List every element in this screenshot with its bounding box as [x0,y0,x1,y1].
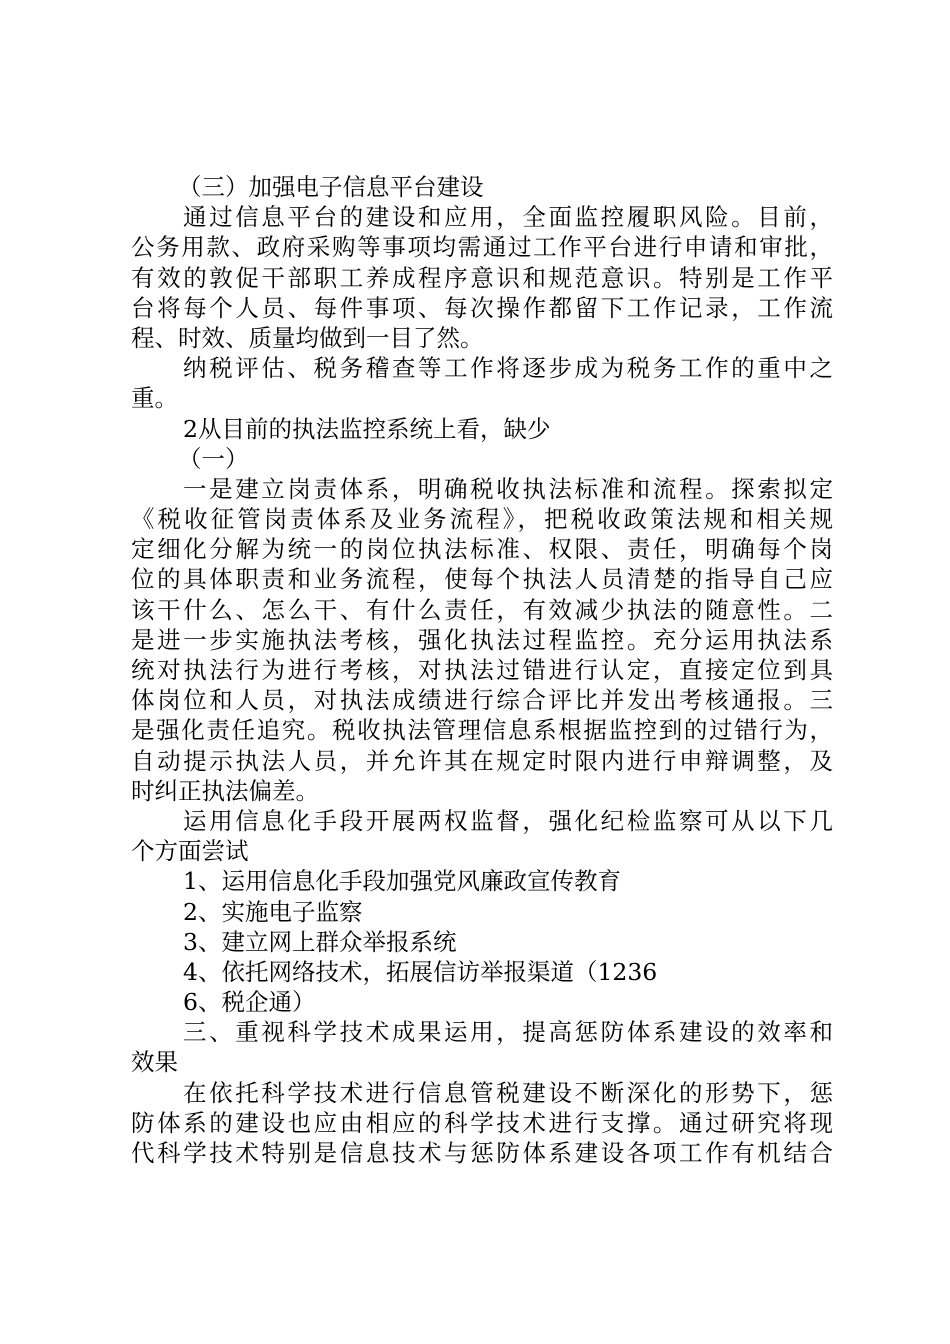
paragraph-line: 重。 [131,384,178,413]
paragraph-line: 纳税评估、税务稽查等工作将逐步成为税务工作的重中之 [183,354,833,383]
paragraph-line: 位的具体职责和业务流程，使每个执法人员清楚的指导自己应 [131,565,833,594]
paragraph-line: 《税收征管岗责体系及业务流程》，把税收政策法规和相关规 [131,505,833,534]
paragraph-line: 一是建立岗责体系，明确税收执法标准和流程。探索拟定 [183,474,833,503]
paragraph-line: 该干什么、怎么干、有什么责任，有效减少执法的随意性。二 [131,595,833,624]
paragraph-line: 2从目前的执法监控系统上看，缺少 [183,414,551,443]
paragraph-line: 是强化责任追究。税收执法管理信息系根据监控到的过错行为， [131,716,833,745]
paragraph-line: 个方面尝试 [131,837,249,866]
paragraph-line: 体岗位和人员，对执法成绩进行综合评比并发出考核通报。三 [131,686,833,715]
paragraph-line: 防体系的建设也应由相应的科学技术进行支撑。通过研究将现 [131,1108,833,1137]
list-item: 6、税企通） [183,988,316,1017]
section-heading: （三）加强电子信息平台建设 [178,173,484,201]
paragraph-line: 代科学技术特别是信息技术与惩防体系建设各项工作有机结合 [131,1139,833,1167]
list-item: 3、建立网上群众举报系统 [183,927,457,956]
list-item: 2、实施电子监察 [183,897,363,926]
paragraph-line: 自动提示执法人员，并允许其在规定时限内进行申辩调整，及 [131,746,833,775]
paragraph-line: 运用信息化手段开展两权监督，强化纪检监察可从以下几 [183,806,833,835]
section-heading: 三、重视科学技术成果运用，提高惩防体系建设的效率和 [183,1018,833,1047]
document-body [131,172,833,1168]
paragraph-line: 程、时效、质量均做到一目了然。 [131,323,484,352]
paragraph-line: 是进一步实施执法考核，强化执法过程监控。充分运用执法系 [131,625,833,654]
paragraph-line: 通过信息平台的建设和应用，全面监控履职风险。目前， [183,203,833,232]
section-heading: 效果 [131,1048,178,1077]
paragraph-line: 公务用款、政府采购等事项均需通过工作平台进行申请和审批， [131,233,833,262]
paragraph-line: 台将每个人员、每件事项、每次操作都留下工作记录，工作流 [131,293,833,322]
paragraph-line: 在依托科学技术进行信息管税建设不断深化的形势下，惩 [183,1078,833,1107]
paragraph-line: 有效的敦促干部职工养成程序意识和规范意识。特别是工作平 [131,263,833,292]
list-item: 1、运用信息化手段加强党风廉政宣传教育 [183,867,621,896]
list-item: 4、依托网络技术，拓展信访举报渠道（1236 [183,957,658,986]
paragraph-line: 定细化分解为统一的岗位执法标准、权限、责任，明确每个岗 [131,535,833,564]
paragraph-line: 统对执法行为进行考核，对执法过错进行认定，直接定位到具 [131,656,833,684]
paragraph-line: 时纠正执法偏差。 [131,776,319,805]
section-heading: （一） [178,444,249,473]
